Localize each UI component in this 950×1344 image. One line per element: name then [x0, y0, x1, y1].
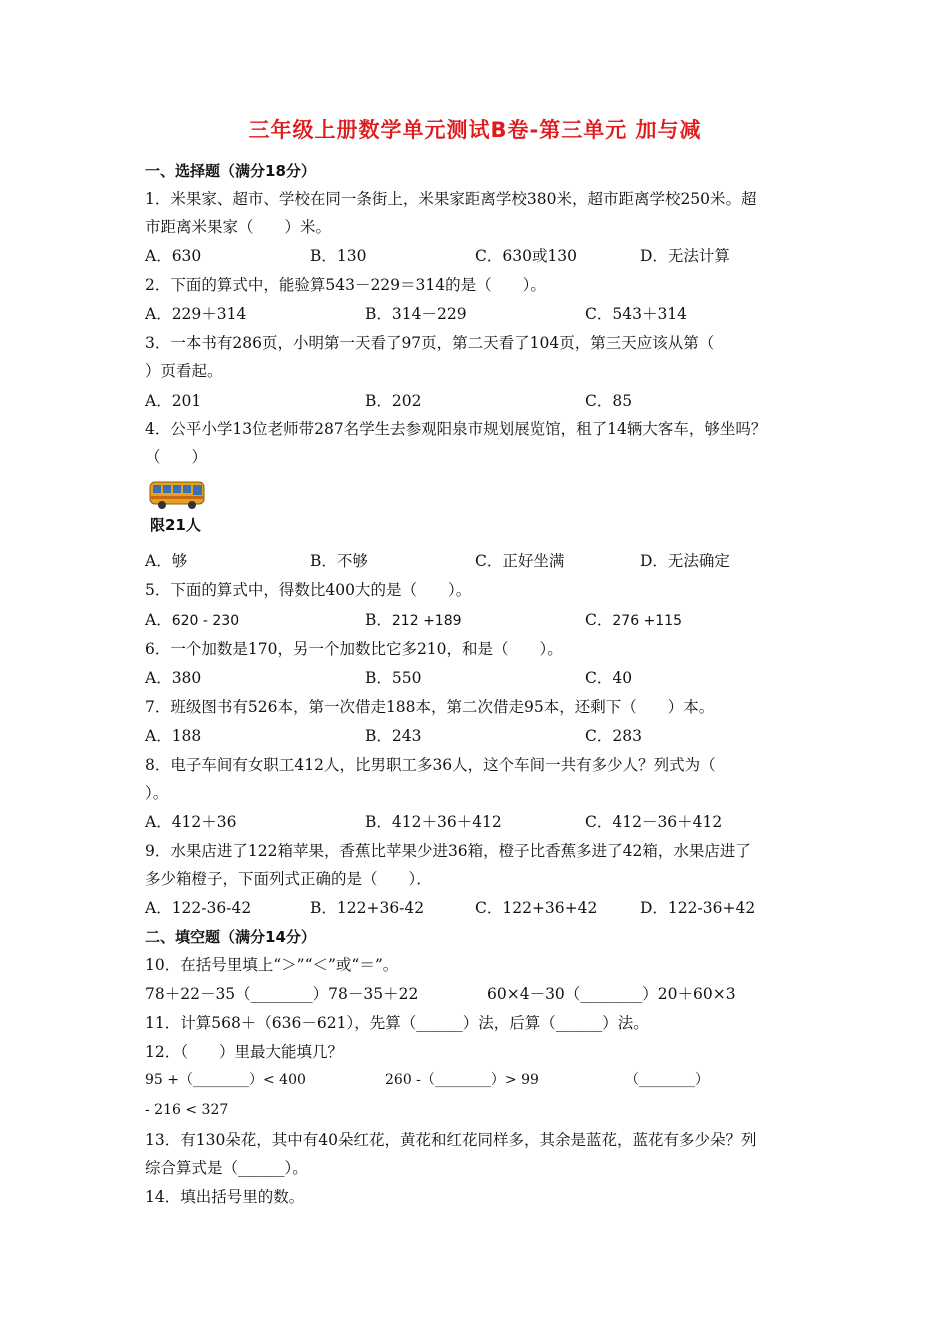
section-heading-fill: 二、填空题（满分14分）	[145, 928, 316, 946]
question-12: 12．（ ）里最大能填几？	[145, 1043, 343, 1061]
q5-option-c-expr: 276 +115	[612, 613, 682, 629]
q5-option-a-expr: 620 - 230	[171, 613, 240, 629]
q1-option-c: C．630或130	[475, 247, 578, 265]
question-13-line-1: 13．有130朵花，其中有40朵红花，黄花和红花同样多，其余是蓝花，蓝花有多少朵？列	[145, 1131, 757, 1149]
q2-option-c: C．543＋314	[585, 305, 688, 323]
question-4-line-1: 4．公平小学13位老师带287名学生去参观阳泉市规划展览馆，租了14辆大客车，够坐吗？	[145, 420, 767, 438]
q8-option-c: C．412－36＋412	[585, 813, 723, 831]
q9-option-c: C．122+36+42	[475, 899, 598, 917]
q5-option-a	[145, 610, 239, 631]
q9-option-b: B．122+36-42	[310, 899, 425, 917]
question-10: 10．在括号里填上“＞”“＜”或“＝”。	[145, 956, 399, 974]
q7-option-a: A．188	[145, 727, 202, 745]
q1-option-a: A．630	[145, 247, 202, 265]
question-5: 5．下面的算式中，得数比400大的是（ ）。	[145, 581, 472, 599]
q1-option-b: B．130	[310, 247, 367, 265]
q5-option-c-label: C．	[585, 611, 613, 629]
q5-option-b-label: B．	[365, 611, 392, 629]
q3-option-c: C．85	[585, 392, 633, 410]
q7-option-c: C．283	[585, 727, 642, 745]
q12-expression-3-rest: - 216 < 327	[145, 1102, 229, 1118]
q6-option-b: B．550	[365, 669, 422, 687]
q10-right-expression: 60×4－30（________）20＋60×3	[487, 985, 736, 1003]
question-3-line-2: ）页看起。	[145, 362, 223, 380]
q4-option-d: D．无法确定	[640, 552, 730, 570]
question-7: 7．班级图书有526本，第一次借走188本，第二次借走95本，还剩下（ ）本。	[145, 698, 715, 716]
q8-option-b: B．412＋36＋412	[365, 813, 502, 831]
section-heading-choice: 一、选择题（满分18分）	[145, 162, 316, 180]
q5-option-b	[365, 610, 462, 631]
q5-option-c	[585, 610, 682, 631]
question-8-line-1: 8．电子车间有女职工412人，比男职工多36人，这个车间一共有多少人？列式为（	[145, 756, 716, 774]
question-13-line-2: 综合算式是（______）。	[145, 1159, 308, 1177]
q9-option-d: D．122-36+42	[640, 899, 756, 917]
bus-capacity-label: 限21人	[150, 516, 201, 534]
q3-option-a: A．201	[145, 392, 202, 410]
q1-option-d: D．无法计算	[640, 247, 730, 265]
q3-option-b: B．202	[365, 392, 422, 410]
question-14: 14．填出括号里的数。	[145, 1188, 305, 1206]
q9-option-a: A．122-36-42	[145, 899, 252, 917]
q4-option-c: C．正好坐满	[475, 552, 565, 570]
question-3-line-1: 3．一本书有286页，小明第一天看了97页，第二天看了104页，第三天应该从第（	[145, 334, 715, 352]
question-9-line-1: 9．水果店进了122箱苹果，香蕉比苹果少进36箱，橙子比香蕉多进了42箱，水果店进了	[145, 842, 751, 860]
q6-option-a: A．380	[145, 669, 202, 687]
question-2: 2．下面的算式中，能验算543－229＝314的是（ ）。	[145, 276, 546, 294]
question-6: 6．一个加数是170，另一个加数比它多210，和是（ ）。	[145, 640, 563, 658]
bus-image	[148, 478, 208, 512]
q12-expression-1: 95 +（________）< 400	[145, 1072, 306, 1088]
question-9-line-2: 多少箱橙子，下面列式正确的是（ ）．	[145, 870, 432, 888]
question-8-line-2: ）。	[145, 784, 169, 802]
q5-option-b-expr: 212 +189	[391, 613, 462, 629]
q7-option-b: B．243	[365, 727, 422, 745]
question-11: 11．计算568＋（636－621），先算（______）法，后算（______）法。	[145, 1014, 649, 1032]
question-4-line-2: （ ）	[145, 448, 208, 466]
question-1-line-2: 市距离米果家（ ）米。	[145, 218, 332, 236]
q5-option-a-label: A．	[145, 611, 172, 629]
q10-left-expression: 78＋22－35（________）78－35＋22	[145, 985, 419, 1003]
q8-option-a: A．412＋36	[145, 813, 237, 831]
page-title: 三年级上册数学单元测试B卷-第三单元 加与减	[248, 118, 702, 142]
q12-expression-2: 260 -（________）> 99	[385, 1072, 539, 1088]
q12-expression-3-blank: （________）	[625, 1072, 709, 1088]
question-1-line-1: 1．米果家、超市、学校在同一条街上，米果家距离学校380米，超市距离学校250米。超	[145, 190, 757, 208]
q6-option-c: C．40	[585, 669, 633, 687]
q2-option-b: B．314－229	[365, 305, 467, 323]
q2-option-a: A．229＋314	[145, 305, 247, 323]
q4-option-a: A．够	[145, 552, 188, 570]
q4-option-b: B．不够	[310, 552, 368, 570]
